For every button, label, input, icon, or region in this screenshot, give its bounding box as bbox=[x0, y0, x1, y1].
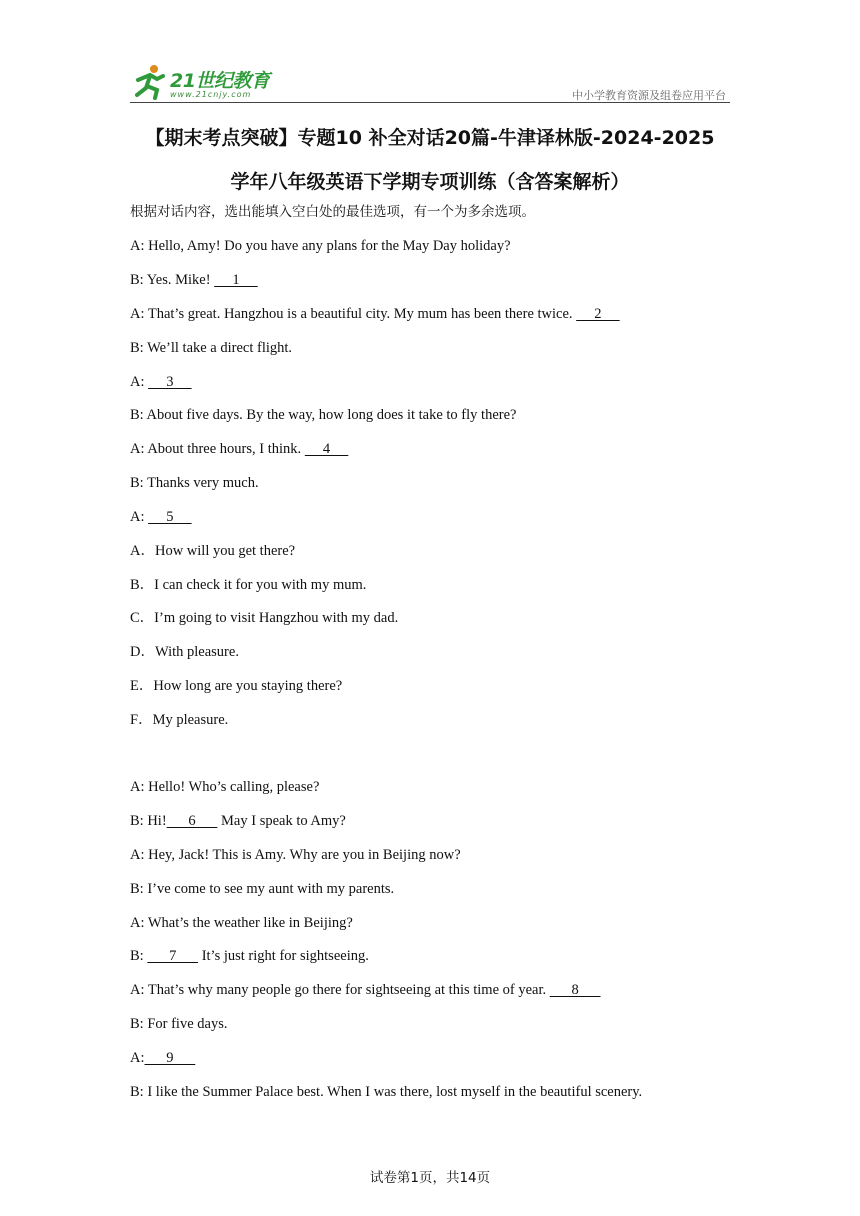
dialogue2-line bbox=[130, 1049, 195, 1067]
dialogue-text: May I speak to Amy? bbox=[217, 813, 346, 829]
dialogue2-line: A: What’s the weather like in Beijing? bbox=[130, 915, 353, 931]
dialogue-text: A: bbox=[130, 374, 149, 390]
answer-blank-8: 8 bbox=[549, 982, 601, 998]
option-e: E．How long are you staying there? bbox=[130, 678, 343, 694]
title-line-2: 学年八年级英语下学期专项训练（含答案解析） bbox=[230, 171, 630, 193]
dialogue-text: B: Hi! bbox=[130, 813, 167, 829]
title-line-1: 【期末考点突破】专题10 补全对话20篇-牛津译林版-2024-2025 bbox=[145, 127, 715, 149]
dialogue1-line bbox=[130, 440, 348, 458]
runner-logo-icon bbox=[130, 64, 168, 100]
answer-blank-4: 4 bbox=[304, 441, 349, 457]
dialogue2-line: B: For five days. bbox=[130, 1016, 228, 1032]
dialogue1-line: B: Thanks very much. bbox=[130, 475, 259, 491]
answer-blank-5: 5 bbox=[148, 509, 192, 525]
dialogue-text: A: bbox=[130, 1050, 145, 1066]
dialogue1-line: A: Hello, Amy! Do you have any plans for the May Day holiday? bbox=[130, 238, 511, 254]
answer-blank-1: 1 bbox=[214, 272, 258, 288]
dialogue2-line: B: I like the Summer Palace best. When I was there, lost myself in the beautiful scenery. bbox=[130, 1084, 643, 1100]
dialogue2-line bbox=[130, 947, 369, 965]
answer-blank-3: 3 bbox=[148, 374, 192, 390]
dialogue1-line bbox=[130, 305, 620, 323]
page-header bbox=[130, 58, 730, 104]
option-c: C．I’m going to visit Hangzhou with my dad. bbox=[130, 610, 399, 626]
option-a: A．How will you get there? bbox=[130, 543, 296, 559]
answer-blank-7: 7 bbox=[147, 948, 199, 964]
answer-blank-9: 9 bbox=[144, 1050, 196, 1066]
dialogue2-line: A: Hello! Who’s calling, please? bbox=[130, 779, 320, 795]
logo bbox=[130, 64, 290, 104]
dialogue-text: A: That’s why many people go there for sightseeing at this time of year. bbox=[130, 982, 550, 998]
dialogue2-line bbox=[130, 981, 601, 999]
dialogue1-line bbox=[130, 508, 192, 526]
dialogue2-line: B: I’ve come to see my aunt with my parents. bbox=[130, 881, 395, 897]
option-d: D．With pleasure. bbox=[130, 644, 239, 660]
option-b: B．I can check it for you with my mum. bbox=[130, 577, 367, 593]
dialogue1-line bbox=[130, 271, 258, 289]
header-divider bbox=[130, 102, 730, 103]
dialogue1-line: B: About five days. By the way, how long does it take to fly there? bbox=[130, 407, 517, 423]
answer-blank-6: 6 bbox=[166, 813, 218, 829]
page-title bbox=[110, 116, 750, 204]
option-f: F．My pleasure. bbox=[130, 712, 229, 728]
logo-url-text: www.21cnjy.com bbox=[170, 90, 252, 99]
dialogue1-line: B: We’ll take a direct flight. bbox=[130, 340, 293, 356]
dialogue-text: B: bbox=[130, 948, 148, 964]
dialogue-text: B: Yes. Mike! bbox=[130, 272, 215, 288]
dialogue-text: A: bbox=[130, 509, 149, 525]
instruction: 根据对话内容，选出能填入空白处的最佳选项，有一个为多余选项。 bbox=[130, 204, 535, 220]
dialogue-text: It’s just right for sightseeing. bbox=[198, 948, 369, 964]
dialogue1-line bbox=[130, 373, 192, 391]
header-platform-text: 中小学教育资源及组卷应用平台 bbox=[572, 89, 726, 102]
page-footer: 试卷第1页，共14页 bbox=[369, 1170, 491, 1186]
answer-blank-2: 2 bbox=[576, 306, 620, 322]
dialogue2-line bbox=[130, 812, 346, 830]
logo-brand-text: 21世纪教育 bbox=[170, 70, 270, 92]
dialogue2-line: A: Hey, Jack! This is Amy. Why are you in Beijing now? bbox=[130, 847, 461, 863]
dialogue-text: A: About three hours, I think. bbox=[130, 441, 305, 457]
dialogue-text: A: That’s great. Hangzhou is a beautiful city. My mum has been there twice. bbox=[130, 306, 577, 322]
